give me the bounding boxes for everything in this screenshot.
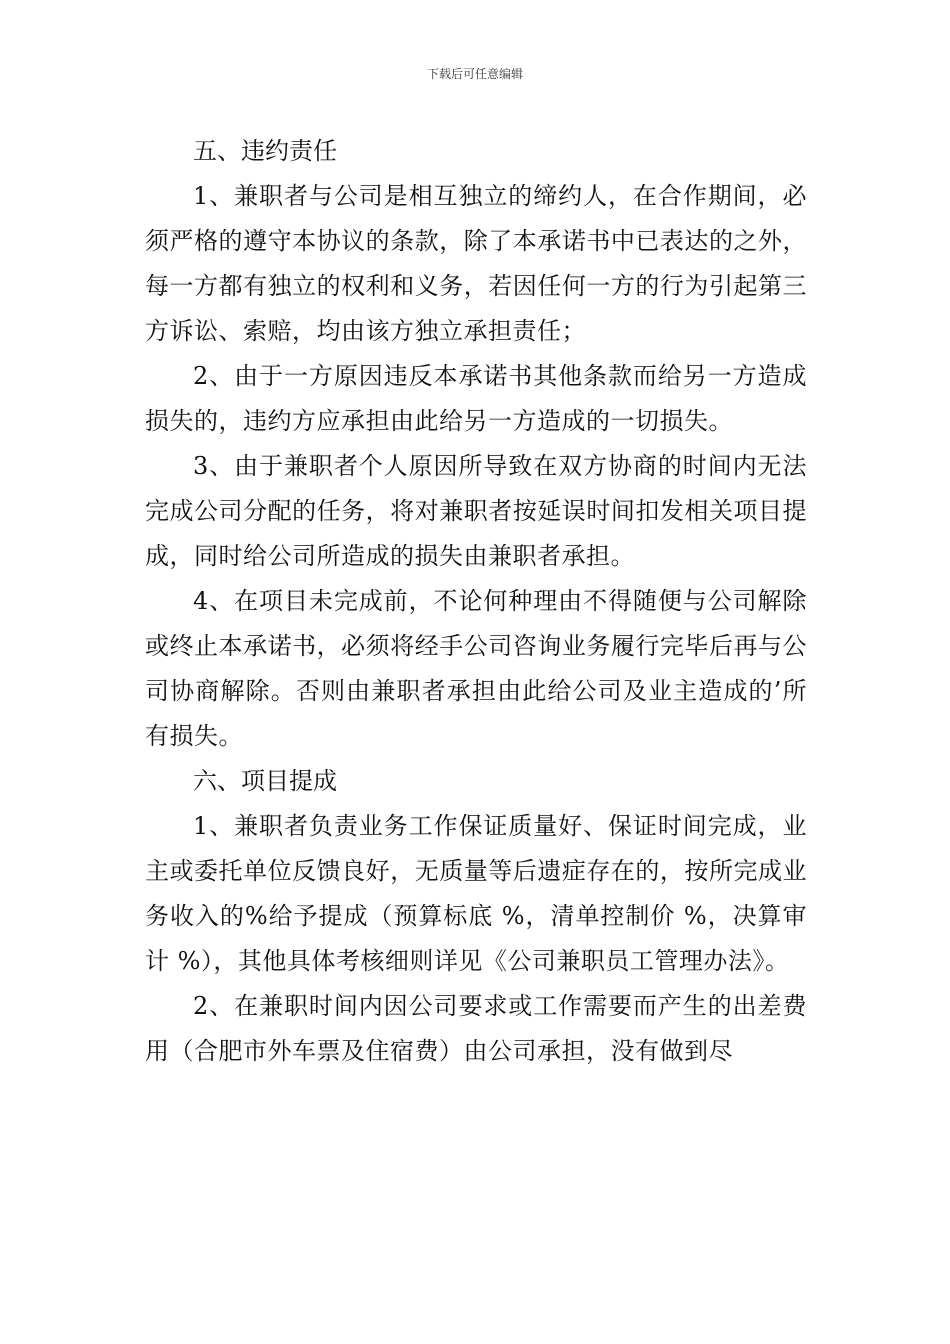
paragraph-breach-1: 1、兼职者与公司是相互独立的缔约人，在合作期间，必须严格的遵守本协议的条款，除了本承诺书中已表达的之外，每一方都有独立的权利和义务，若因任何一方的行为引起第三方诉讼、索赔，均由该方独立承担责任； <box>145 182 807 345</box>
document-body <box>145 129 807 1074</box>
paragraph-breach-4: 4、在项目未完成前，不论何种理由不得随便与公司解除或终止本承诺书，必须将经手公司咨询业务履行完毕后再与公司协商解除。否则由兼职者承担由此给公司及业主造成的’所有损失。 <box>145 587 807 750</box>
paragraph-breach-3: 3、由于兼职者个人原因所导致在双方协商的时间内无法完成公司分配的任务，将对兼职者按延误时间扣发相关项目提成，同时给公司所造成的损失由兼职者承担。 <box>145 452 807 570</box>
paragraph-commission-1: 1、兼职者负责业务工作保证质量好、保证时间完成，业主或委托单位反馈良好，无质量等后遗症存在的，按所完成业务收入的%给予提成（预算标底 %，清单控制价 %，决算审计 %），其他具体考核细则详见《公司兼职员工管理办法》。 <box>145 812 807 975</box>
paragraph-commission-2: 2、在兼职时间内因公司要求或工作需要而产生的出差费用（合肥市外车票及住宿费）由公司承担，没有做到尽 <box>145 992 807 1065</box>
section-heading-project-commission: 六、项目提成 <box>193 767 337 795</box>
page-header: 下载后可任意编辑 <box>426 67 523 81</box>
paragraph-breach-2: 2、由于一方原因违反本承诺书其他条款而给另一方造成损失的，违约方应承担由此给另一方造成的一切损失。 <box>145 362 807 435</box>
section-heading-breach-liability: 五、违约责任 <box>193 137 337 165</box>
